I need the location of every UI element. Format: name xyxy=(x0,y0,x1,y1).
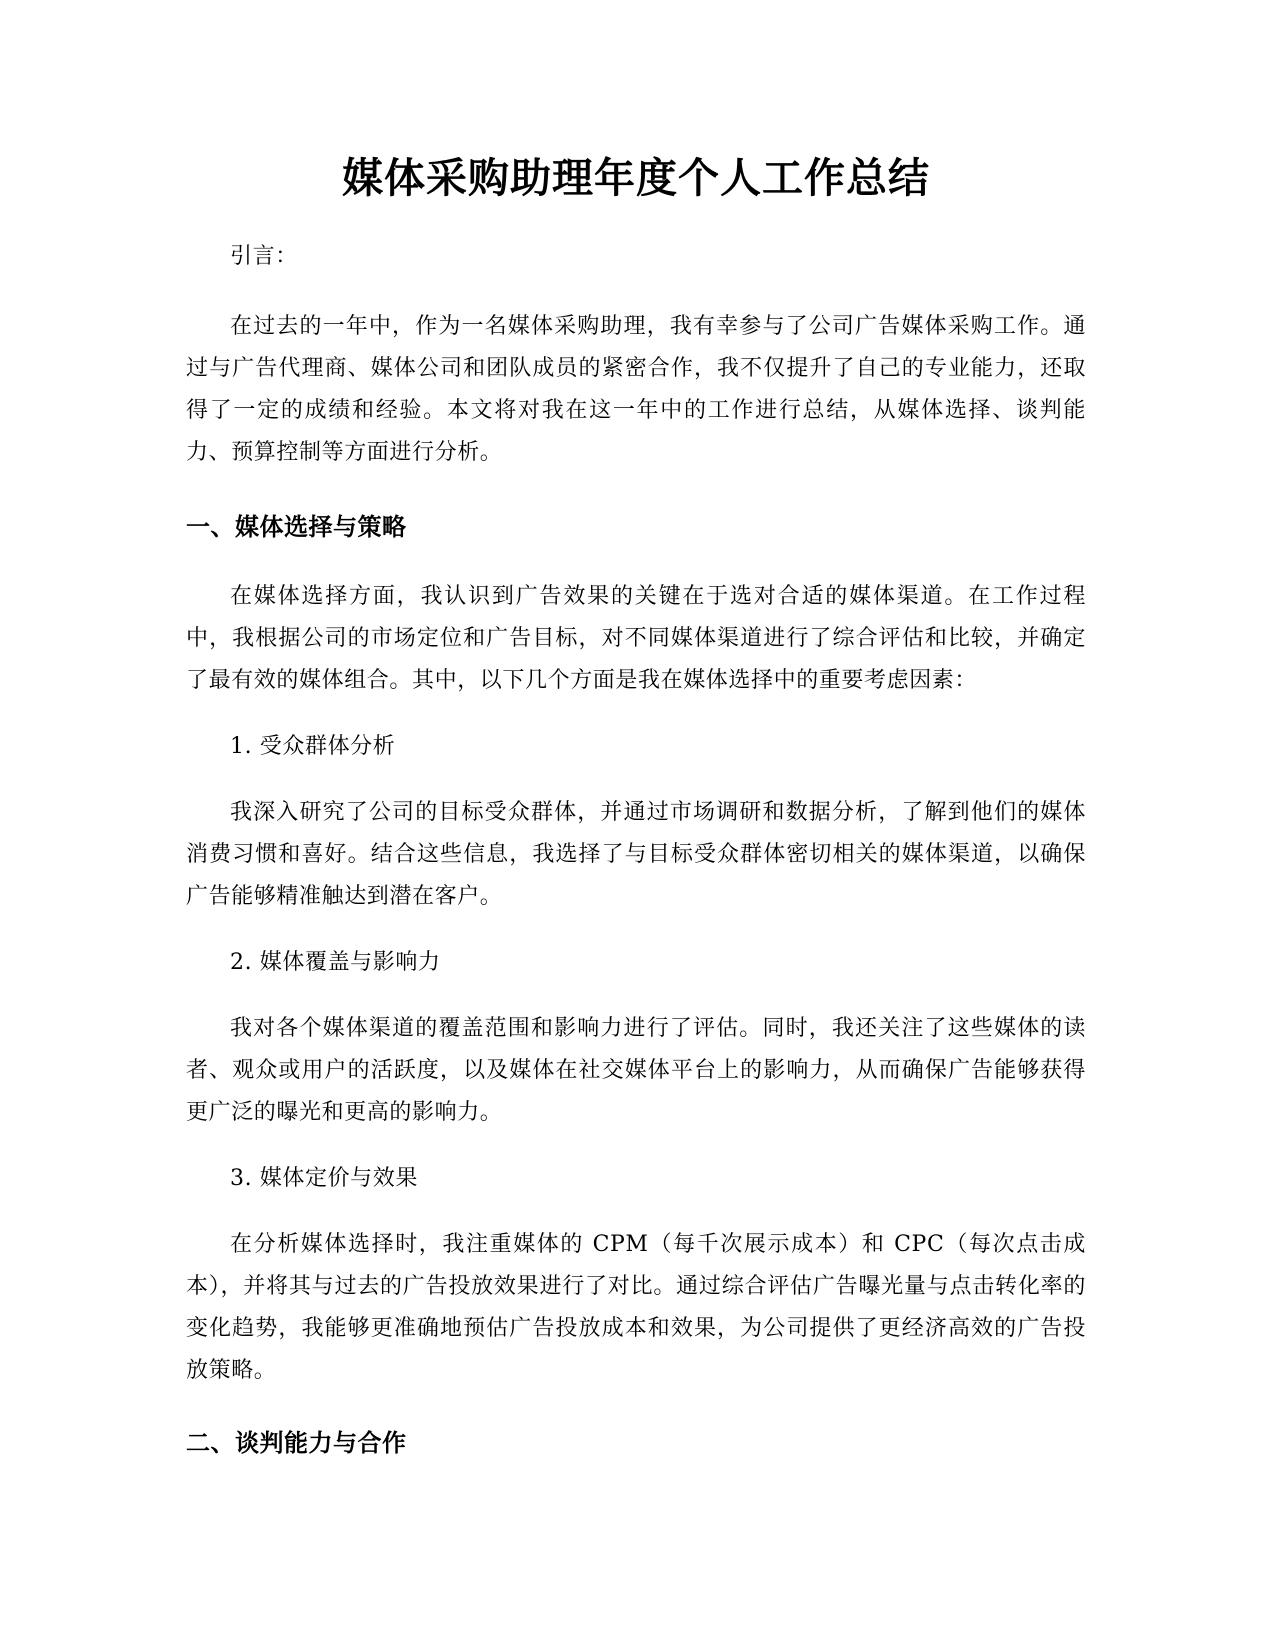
subsection-paragraph-pricing: 在分析媒体选择时，我注重媒体的 CPM（每千次展示成本）和 CPC（每次点击成本），并将其与过去的广告投放效果进行了对比。通过综合评估广告曝光量与点击转化率的变化趋势，我能够更准确地预估广告投放成本和效果，为公司提供了更经济高效的广告投放策略。 xyxy=(186,1232,1086,1383)
subsection-label-audience: 1. 受众群体分析 xyxy=(230,734,396,759)
intro-label: 引言： xyxy=(230,244,298,269)
section-heading-media-selection: 一、媒体选择与策略 xyxy=(186,513,407,541)
subsection-paragraph-coverage: 我对各个媒体渠道的覆盖范围和影响力进行了评估。同时，我还关注了这些媒体的读者、观众或用户的活跃度，以及媒体在社交媒体平台上的影响力，从而确保广告能够获得更广泛的曝光和更高的影响力。 xyxy=(186,1016,1086,1125)
document-title: 媒体采购助理年度个人工作总结 xyxy=(342,154,930,202)
subsection-paragraph-audience: 我深入研究了公司的目标受众群体，并通过市场调研和数据分析，了解到他们的媒体消费习惯和喜好。结合这些信息，我选择了与目标受众群体密切相关的媒体渠道，以确保广告能够精准触达到潜在客户。 xyxy=(186,800,1086,909)
subsection-label-pricing: 3. 媒体定价与效果 xyxy=(230,1166,418,1191)
section-heading-negotiation: 二、谈判能力与合作 xyxy=(186,1429,407,1457)
subsection-label-coverage: 2. 媒体覆盖与影响力 xyxy=(230,950,441,975)
section-paragraph: 在媒体选择方面，我认识到广告效果的关键在于选对合适的媒体渠道。在工作过程中，我根据公司的市场定位和广告目标，对不同媒体渠道进行了综合评估和比较，并确定了最有效的媒体组合。其中，以下几个方面是我在媒体选择中的重要考虑因素： xyxy=(186,584,1086,693)
document-body xyxy=(186,150,1086,1464)
intro-paragraph: 在过去的一年中，作为一名媒体采购助理，我有幸参与了公司广告媒体采购工作。通过与广告代理商、媒体公司和团队成员的紧密合作，我不仅提升了自己的专业能力，还取得了一定的成绩和经验。本文将对我在这一年中的工作进行总结，从媒体选择、谈判能力、预算控制等方面进行分析。 xyxy=(186,314,1086,465)
